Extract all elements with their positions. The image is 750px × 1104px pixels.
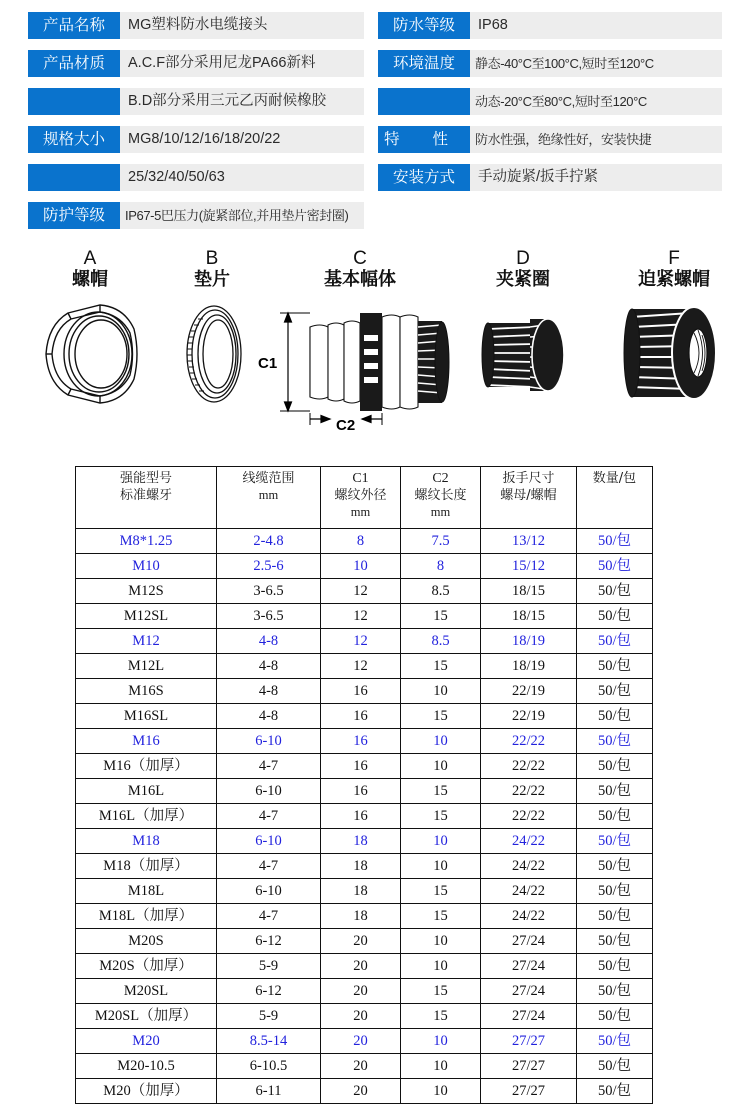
table-column-header bbox=[401, 467, 481, 529]
cell-c1: 20 bbox=[321, 1029, 401, 1054]
cell-model: M16 bbox=[76, 729, 217, 754]
table-row bbox=[76, 1029, 653, 1054]
spec-row bbox=[378, 50, 722, 77]
header-line-3: mm bbox=[350, 505, 371, 519]
cell-c2: 15 bbox=[401, 804, 481, 829]
part-b-label-group bbox=[172, 249, 252, 291]
table-row bbox=[76, 1004, 653, 1029]
table-row bbox=[76, 829, 653, 854]
header-line-1: 扳手尺寸 bbox=[502, 471, 555, 486]
cell-qty: 50/包 bbox=[577, 629, 653, 654]
part-d-letter: D bbox=[516, 248, 530, 269]
cell-wrench: 27/24 bbox=[481, 1004, 577, 1029]
part-a-label-group bbox=[50, 249, 130, 291]
cell-model: M8*1.25 bbox=[76, 529, 217, 554]
cell-c2: 15 bbox=[401, 1004, 481, 1029]
cell-model: M12SL bbox=[76, 604, 217, 629]
spec-value: B.D部分采用三元乙丙耐候橡胶 bbox=[120, 88, 364, 115]
header-line-1: 线缆范围 bbox=[242, 471, 295, 486]
cell-wrench: 24/22 bbox=[481, 829, 577, 854]
table-body bbox=[76, 529, 653, 1104]
table-head bbox=[76, 467, 653, 529]
cell-c1: 12 bbox=[321, 629, 401, 654]
part-b-name: 垫片 bbox=[194, 269, 230, 290]
part-c-label-group bbox=[308, 249, 412, 291]
header-line-2: 螺母/螺帽 bbox=[500, 488, 557, 503]
spec-row bbox=[28, 202, 364, 229]
spec-value: 静态-40°C至100°C,短时至120°C bbox=[470, 50, 722, 77]
cell-c2: 8 bbox=[401, 554, 481, 579]
part-d-name: 夹紧圈 bbox=[496, 269, 550, 290]
cell-cable: 5-9 bbox=[217, 1004, 321, 1029]
cell-wrench: 22/19 bbox=[481, 679, 577, 704]
cell-wrench: 24/22 bbox=[481, 904, 577, 929]
cell-c2: 15 bbox=[401, 654, 481, 679]
cell-c2: 10 bbox=[401, 854, 481, 879]
cell-model: M16L bbox=[76, 779, 217, 804]
spec-value: 25/32/40/50/63 bbox=[120, 164, 364, 191]
part-a-name: 螺帽 bbox=[72, 269, 108, 290]
spec-label bbox=[28, 164, 120, 191]
cell-cable: 4-7 bbox=[217, 904, 321, 929]
table-row bbox=[76, 579, 653, 604]
cell-cable: 6-10 bbox=[217, 829, 321, 854]
header-line-2: 标准螺牙 bbox=[119, 488, 172, 503]
cell-qty: 50/包 bbox=[577, 904, 653, 929]
cell-model: M20SL（加厚） bbox=[76, 1004, 217, 1029]
cell-qty: 50/包 bbox=[577, 654, 653, 679]
cell-cable: 4-8 bbox=[217, 679, 321, 704]
cell-model: M20-10.5 bbox=[76, 1054, 217, 1079]
cell-c1: 16 bbox=[321, 679, 401, 704]
cell-qty: 50/包 bbox=[577, 604, 653, 629]
cell-cable: 4-8 bbox=[217, 704, 321, 729]
table-column-header bbox=[481, 467, 577, 529]
specification-table bbox=[0, 0, 750, 240]
cell-c2: 8.5 bbox=[401, 629, 481, 654]
cell-c2: 15 bbox=[401, 879, 481, 904]
cell-c2: 15 bbox=[401, 979, 481, 1004]
cell-c1: 18 bbox=[321, 904, 401, 929]
cell-model: M20（加厚） bbox=[76, 1079, 217, 1104]
cell-wrench: 27/27 bbox=[481, 1029, 577, 1054]
cell-qty: 50/包 bbox=[577, 929, 653, 954]
cell-wrench: 27/24 bbox=[481, 979, 577, 1004]
cell-wrench: 24/22 bbox=[481, 879, 577, 904]
cell-qty: 50/包 bbox=[577, 1004, 653, 1029]
spec-label bbox=[378, 88, 470, 115]
table-row bbox=[76, 804, 653, 829]
cell-c2: 10 bbox=[401, 954, 481, 979]
cell-c1: 16 bbox=[321, 704, 401, 729]
cell-c2: 15 bbox=[401, 779, 481, 804]
cell-c2: 10 bbox=[401, 829, 481, 854]
table-column-header bbox=[217, 467, 321, 529]
table-row bbox=[76, 604, 653, 629]
cell-c1: 18 bbox=[321, 879, 401, 904]
spec-value: MG8/10/12/16/18/20/22 bbox=[120, 126, 364, 153]
table-row bbox=[76, 679, 653, 704]
cell-cable: 4-7 bbox=[217, 754, 321, 779]
cell-c2: 15 bbox=[401, 904, 481, 929]
cell-c1: 20 bbox=[321, 1079, 401, 1104]
table-row bbox=[76, 654, 653, 679]
table-column-header bbox=[76, 467, 217, 529]
model-specification-table bbox=[75, 466, 653, 1104]
spec-value: IP68 bbox=[470, 12, 722, 39]
cell-wrench: 24/22 bbox=[481, 854, 577, 879]
table-row bbox=[76, 854, 653, 879]
component-exploded-diagram bbox=[0, 243, 750, 453]
cell-c1: 12 bbox=[321, 604, 401, 629]
spec-row bbox=[378, 126, 722, 153]
spec-row bbox=[378, 164, 722, 191]
part-c-name: 基本幅体 bbox=[324, 269, 396, 290]
cell-c1: 10 bbox=[321, 554, 401, 579]
dimension-c2-label: C2 bbox=[336, 417, 356, 434]
spec-label: 防水等级 bbox=[378, 12, 470, 39]
part-d-clamp-ring-illustration bbox=[478, 305, 578, 405]
cell-cable: 4-8 bbox=[217, 629, 321, 654]
header-line-1: 数量/包 bbox=[592, 471, 637, 486]
cell-wrench: 22/22 bbox=[481, 804, 577, 829]
spec-row bbox=[28, 50, 364, 77]
spec-label bbox=[378, 126, 470, 153]
table-row bbox=[76, 754, 653, 779]
spec-value: 手动旋紧/扳手拧紧 bbox=[470, 164, 722, 191]
cell-wrench: 22/22 bbox=[481, 729, 577, 754]
spec-label-char: 特 bbox=[384, 131, 400, 148]
table-row bbox=[76, 554, 653, 579]
cell-cable: 6-11 bbox=[217, 1079, 321, 1104]
spec-row bbox=[378, 12, 722, 39]
cell-c1: 20 bbox=[321, 929, 401, 954]
cell-model: M10 bbox=[76, 554, 217, 579]
cell-cable: 4-8 bbox=[217, 654, 321, 679]
spec-row bbox=[28, 126, 364, 153]
cell-wrench: 22/22 bbox=[481, 754, 577, 779]
cell-cable: 5-9 bbox=[217, 954, 321, 979]
spec-value: IP67-5巴压力(旋紧部位,并用垫片密封圈) bbox=[120, 202, 364, 229]
cell-qty: 50/包 bbox=[577, 554, 653, 579]
header-line-3: mm bbox=[430, 505, 451, 519]
cell-cable: 6-10 bbox=[217, 879, 321, 904]
cell-qty: 50/包 bbox=[577, 1079, 653, 1104]
cell-model: M12S bbox=[76, 579, 217, 604]
cell-cable: 2.5-6 bbox=[217, 554, 321, 579]
cell-c1: 18 bbox=[321, 854, 401, 879]
table-row bbox=[76, 704, 653, 729]
cell-c2: 15 bbox=[401, 704, 481, 729]
cell-c1: 16 bbox=[321, 729, 401, 754]
cell-c2: 10 bbox=[401, 929, 481, 954]
spec-row bbox=[378, 88, 722, 115]
cell-wrench: 27/24 bbox=[481, 929, 577, 954]
cell-qty: 50/包 bbox=[577, 729, 653, 754]
cell-qty: 50/包 bbox=[577, 679, 653, 704]
header-line-2: 螺纹长度 bbox=[414, 488, 467, 503]
spec-label: 规格大小 bbox=[28, 126, 120, 153]
cell-cable: 6-10 bbox=[217, 729, 321, 754]
part-f-name: 迫紧螺帽 bbox=[638, 269, 710, 290]
cell-c1: 20 bbox=[321, 1054, 401, 1079]
part-b-washer-illustration bbox=[168, 299, 260, 409]
table-row bbox=[76, 979, 653, 1004]
cell-model: M18L bbox=[76, 879, 217, 904]
cell-c1: 16 bbox=[321, 754, 401, 779]
cell-model: M16SL bbox=[76, 704, 217, 729]
cell-c1: 8 bbox=[321, 529, 401, 554]
cell-c2: 8.5 bbox=[401, 579, 481, 604]
cell-c2: 7.5 bbox=[401, 529, 481, 554]
cell-cable: 6-10.5 bbox=[217, 1054, 321, 1079]
spec-row bbox=[28, 164, 364, 191]
table-row bbox=[76, 729, 653, 754]
spec-row bbox=[28, 12, 364, 39]
cell-qty: 50/包 bbox=[577, 529, 653, 554]
cell-qty: 50/包 bbox=[577, 804, 653, 829]
cell-wrench: 18/19 bbox=[481, 629, 577, 654]
part-c-letter: C bbox=[353, 248, 367, 269]
spec-label: 防护等级 bbox=[28, 202, 120, 229]
cell-qty: 50/包 bbox=[577, 579, 653, 604]
table-row bbox=[76, 879, 653, 904]
cell-c1: 20 bbox=[321, 979, 401, 1004]
header-line-1: 强能型号 bbox=[119, 471, 172, 486]
spec-row bbox=[28, 88, 364, 115]
table-row bbox=[76, 929, 653, 954]
cell-c2: 15 bbox=[401, 604, 481, 629]
spec-value: 防水性强，绝缘性好，安装快捷 bbox=[470, 126, 722, 153]
part-c-body-illustration bbox=[276, 299, 456, 425]
table-row bbox=[76, 779, 653, 804]
cell-c2: 10 bbox=[401, 679, 481, 704]
spec-label: 产品名称 bbox=[28, 12, 120, 39]
spec-label: 安装方式 bbox=[378, 164, 470, 191]
table-header-row bbox=[76, 467, 653, 529]
cell-cable: 4-7 bbox=[217, 804, 321, 829]
cell-model: M16L（加厚） bbox=[76, 804, 217, 829]
cell-cable: 2-4.8 bbox=[217, 529, 321, 554]
cell-wrench: 27/27 bbox=[481, 1054, 577, 1079]
cell-c2: 10 bbox=[401, 1079, 481, 1104]
cell-cable: 6-10 bbox=[217, 779, 321, 804]
cell-c2: 10 bbox=[401, 729, 481, 754]
cell-model: M20 bbox=[76, 1029, 217, 1054]
cell-model: M16（加厚） bbox=[76, 754, 217, 779]
cell-cable: 4-7 bbox=[217, 854, 321, 879]
cell-model: M20SL bbox=[76, 979, 217, 1004]
cell-model: M12 bbox=[76, 629, 217, 654]
cell-model: M20S bbox=[76, 929, 217, 954]
cell-wrench: 18/15 bbox=[481, 604, 577, 629]
dimension-c1-label: C1 bbox=[258, 355, 278, 372]
spec-label: 产品材质 bbox=[28, 50, 120, 77]
cell-c1: 18 bbox=[321, 829, 401, 854]
cell-wrench: 18/19 bbox=[481, 654, 577, 679]
table-row bbox=[76, 1054, 653, 1079]
cell-c1: 20 bbox=[321, 954, 401, 979]
cell-c1: 16 bbox=[321, 804, 401, 829]
cell-cable: 6-12 bbox=[217, 929, 321, 954]
cell-wrench: 18/15 bbox=[481, 579, 577, 604]
cell-c1: 20 bbox=[321, 1004, 401, 1029]
model-specification-table-wrap bbox=[75, 466, 652, 1104]
cell-qty: 50/包 bbox=[577, 979, 653, 1004]
cell-qty: 50/包 bbox=[577, 779, 653, 804]
cell-model: M16S bbox=[76, 679, 217, 704]
cell-qty: 50/包 bbox=[577, 854, 653, 879]
cell-qty: 50/包 bbox=[577, 1054, 653, 1079]
spec-column-right bbox=[378, 12, 722, 240]
cell-model: M18 bbox=[76, 829, 217, 854]
spec-label-char: 性 bbox=[432, 131, 448, 148]
cell-cable: 8.5-14 bbox=[217, 1029, 321, 1054]
part-b-letter: B bbox=[205, 248, 219, 269]
cell-wrench: 15/12 bbox=[481, 554, 577, 579]
spec-label bbox=[28, 88, 120, 115]
cell-c1: 12 bbox=[321, 579, 401, 604]
header-line-1: C1 bbox=[352, 471, 369, 486]
cell-qty: 50/包 bbox=[577, 704, 653, 729]
table-row bbox=[76, 629, 653, 654]
spec-value: A.C.F部分采用尼龙PA66新料 bbox=[120, 50, 364, 77]
cell-qty: 50/包 bbox=[577, 754, 653, 779]
cell-wrench: 13/12 bbox=[481, 529, 577, 554]
cell-c2: 10 bbox=[401, 1054, 481, 1079]
table-row bbox=[76, 1079, 653, 1104]
part-a-letter: A bbox=[83, 248, 97, 269]
part-f-letter: F bbox=[668, 248, 680, 269]
cell-wrench: 22/19 bbox=[481, 704, 577, 729]
spec-value: 动态-20°C至80°C,短时至120°C bbox=[470, 88, 722, 115]
cell-model: M20S（加厚） bbox=[76, 954, 217, 979]
header-line-2: 螺纹外径 bbox=[334, 488, 387, 503]
cell-wrench: 22/22 bbox=[481, 779, 577, 804]
table-column-header bbox=[321, 467, 401, 529]
part-f-lock-nut-illustration bbox=[618, 301, 728, 407]
cell-qty: 50/包 bbox=[577, 879, 653, 904]
table-row bbox=[76, 529, 653, 554]
cell-wrench: 27/24 bbox=[481, 954, 577, 979]
cell-c2: 10 bbox=[401, 754, 481, 779]
cell-cable: 3-6.5 bbox=[217, 579, 321, 604]
header-line-1: C2 bbox=[432, 471, 449, 486]
cell-c1: 16 bbox=[321, 779, 401, 804]
table-column-header bbox=[577, 467, 653, 529]
cell-cable: 6-12 bbox=[217, 979, 321, 1004]
cell-cable: 3-6.5 bbox=[217, 604, 321, 629]
cell-c1: 12 bbox=[321, 654, 401, 679]
spec-label: 环境温度 bbox=[378, 50, 470, 77]
cell-model: M12L bbox=[76, 654, 217, 679]
cell-qty: 50/包 bbox=[577, 1029, 653, 1054]
cell-model: M18（加厚） bbox=[76, 854, 217, 879]
part-d-label-group bbox=[478, 249, 568, 291]
table-row bbox=[76, 954, 653, 979]
spec-column-left bbox=[28, 12, 364, 240]
cell-qty: 50/包 bbox=[577, 829, 653, 854]
part-f-label-group bbox=[622, 249, 726, 291]
table-row bbox=[76, 904, 653, 929]
part-a-nut-illustration bbox=[38, 299, 144, 409]
cell-wrench: 27/27 bbox=[481, 1079, 577, 1104]
cell-qty: 50/包 bbox=[577, 954, 653, 979]
header-line-2: mm bbox=[258, 488, 279, 502]
cell-model: M18L（加厚） bbox=[76, 904, 217, 929]
cell-c2: 10 bbox=[401, 1029, 481, 1054]
spec-value: MG塑料防水电缆接头 bbox=[120, 12, 364, 39]
